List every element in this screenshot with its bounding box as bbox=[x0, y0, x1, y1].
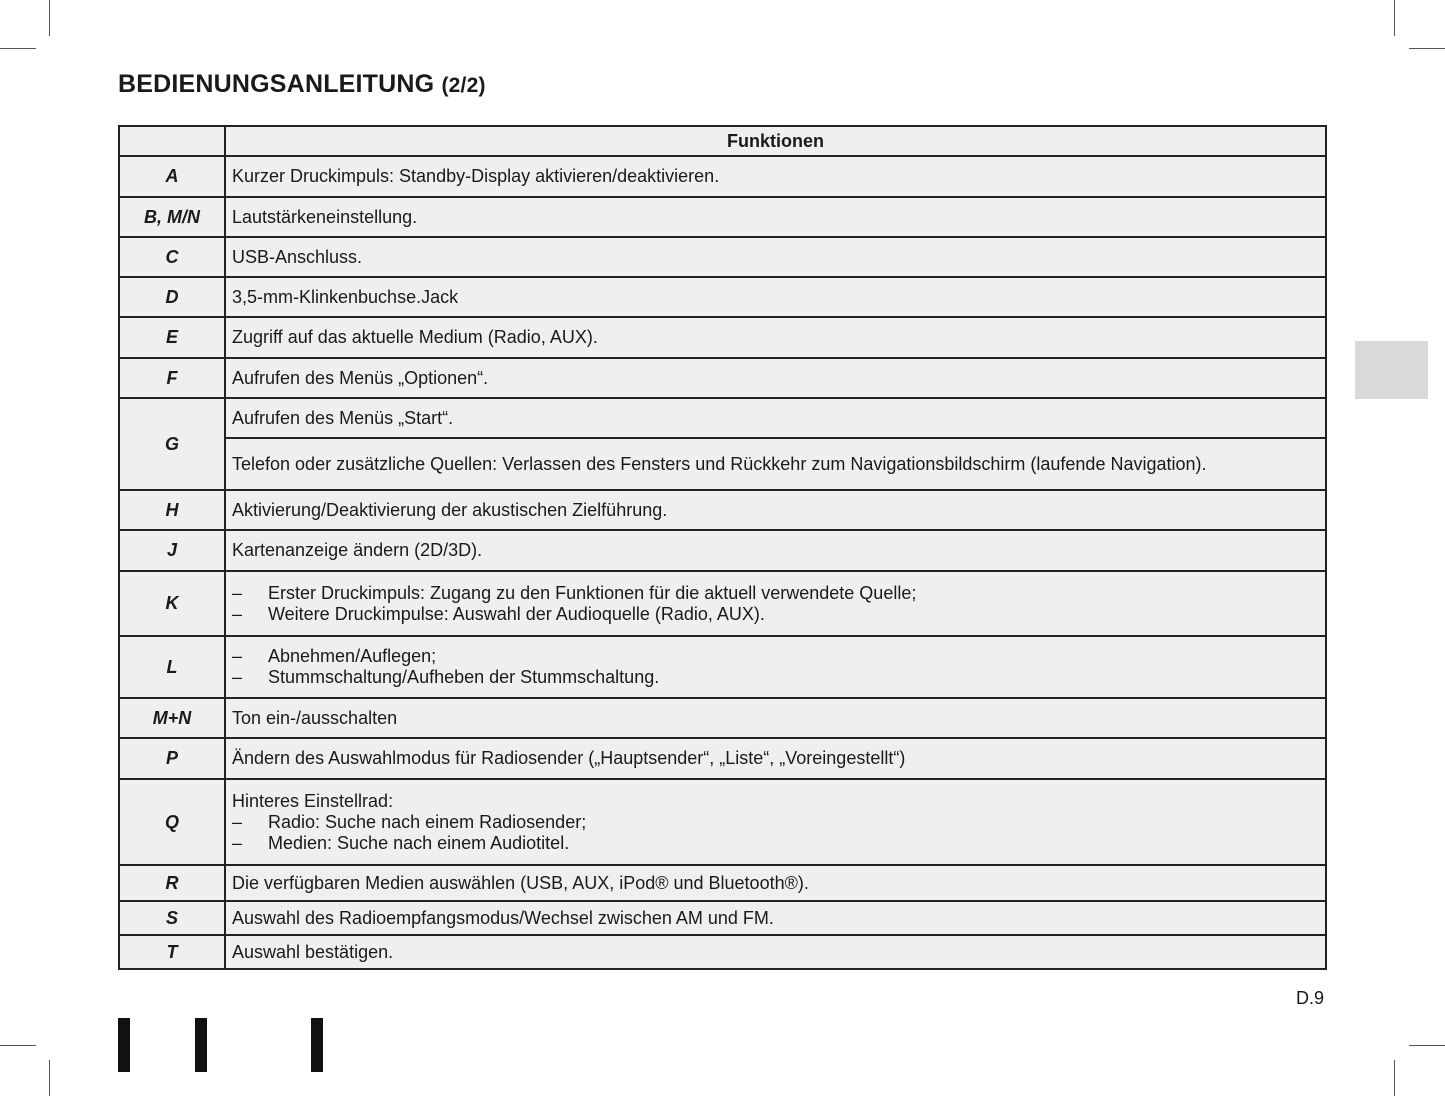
table-row bbox=[119, 237, 1326, 277]
row-description: Aufrufen des Menüs „Optionen“. bbox=[225, 358, 1326, 398]
row-key: C bbox=[119, 237, 225, 277]
crop-mark bbox=[49, 0, 50, 36]
print-register-bar bbox=[195, 1018, 207, 1072]
header-function-cell: Funktionen bbox=[225, 126, 1326, 156]
row-key: L bbox=[119, 636, 225, 698]
row-description: 3,5-mm-Klinkenbuchse.Jack bbox=[225, 277, 1326, 317]
bullet-item bbox=[232, 604, 1319, 625]
crop-mark bbox=[1409, 1045, 1445, 1046]
row-key: M+N bbox=[119, 698, 225, 738]
bullet-item bbox=[232, 667, 1319, 688]
row-key: T bbox=[119, 935, 225, 969]
row-key: Q bbox=[119, 779, 225, 865]
crop-mark bbox=[49, 1060, 50, 1096]
crop-mark bbox=[0, 48, 36, 49]
table-row bbox=[119, 571, 1326, 636]
crop-mark bbox=[1394, 1060, 1395, 1096]
crop-mark bbox=[0, 1045, 36, 1046]
section-tab-marker bbox=[1355, 341, 1428, 399]
row-description: Lautstärkeneinstellung. bbox=[225, 197, 1326, 237]
row-key: H bbox=[119, 490, 225, 530]
table-row bbox=[119, 738, 1326, 779]
functions-table bbox=[118, 125, 1327, 970]
table-header-row bbox=[119, 126, 1326, 156]
bullet-item bbox=[232, 646, 1319, 667]
table-row bbox=[119, 398, 1326, 438]
crop-mark bbox=[1394, 0, 1395, 36]
bullet-dash: – bbox=[232, 667, 243, 687]
print-register-bar bbox=[311, 1018, 323, 1072]
table-row bbox=[119, 865, 1326, 901]
row-description: Telefon oder zusätzliche Quellen: Verlassen des Fensters und Rückkehr zum Navigationsbildschirm (laufende Navigation). bbox=[225, 438, 1326, 490]
row-description: USB-Anschluss. bbox=[225, 237, 1326, 277]
table-row bbox=[119, 698, 1326, 738]
bullet-text: Erster Druckimpuls: Zugang zu den Funktionen für die aktuell verwendete Quelle; bbox=[268, 582, 917, 603]
row-description: Kartenanzeige ändern (2D/3D). bbox=[225, 530, 1326, 571]
page-number: D.9 bbox=[1296, 988, 1325, 1008]
row-key: P bbox=[119, 738, 225, 779]
row-description: Auswahl des Radioempfangsmodus/Wechsel zwischen AM und FM. bbox=[225, 901, 1326, 935]
row-description: Ändern des Auswahlmodus für Radiosender („Hauptsender“, „Liste“, „Voreingestellt“) bbox=[225, 738, 1326, 779]
bullet-dash: – bbox=[232, 646, 243, 666]
table-row bbox=[119, 438, 1326, 490]
table-row bbox=[119, 530, 1326, 571]
bullet-dash: – bbox=[232, 603, 243, 624]
table-row bbox=[119, 277, 1326, 317]
table-row bbox=[119, 901, 1326, 935]
row-key: S bbox=[119, 901, 225, 935]
row-key: K bbox=[119, 571, 225, 636]
row-key: G bbox=[119, 398, 225, 490]
row-description: Aufrufen des Menüs „Start“. bbox=[225, 398, 1326, 438]
bullet-dash: – bbox=[232, 582, 243, 603]
table-row bbox=[119, 197, 1326, 237]
row-key: D bbox=[119, 277, 225, 317]
page-title bbox=[118, 70, 486, 99]
row-description: Ton ein-/ausschalten bbox=[225, 698, 1326, 738]
table-row bbox=[119, 490, 1326, 530]
row-key: B, M/N bbox=[119, 197, 225, 237]
row-description: Die verfügbaren Medien auswählen (USB, AUX, iPod® und Bluetooth®). bbox=[225, 865, 1326, 901]
row-description: Zugriff auf das aktuelle Medium (Radio, AUX). bbox=[225, 317, 1326, 358]
row-description: Aktivierung/Deaktivierung der akustischen Zielführung. bbox=[225, 490, 1326, 530]
page-title-text: BEDIENUNGSANLEITUNG bbox=[118, 70, 435, 98]
bullet-text: Medien: Suche nach einem Audiotitel. bbox=[268, 832, 570, 853]
row-key: E bbox=[119, 317, 225, 358]
table-row bbox=[119, 358, 1326, 398]
header-key-cell bbox=[119, 126, 225, 156]
row-description bbox=[225, 571, 1326, 636]
page-subtitle: (2/2) bbox=[441, 74, 486, 97]
row-key: R bbox=[119, 865, 225, 901]
row-description: Auswahl bestätigen. bbox=[225, 935, 1326, 969]
bullet-item bbox=[232, 812, 1319, 833]
row-description: Kurzer Druckimpuls: Standby-Display aktivieren/deaktivieren. bbox=[225, 156, 1326, 197]
table-row bbox=[119, 779, 1326, 865]
row-key: J bbox=[119, 530, 225, 571]
bullet-item bbox=[232, 833, 1319, 854]
bullet-text: Radio: Suche nach einem Radiosender; bbox=[268, 811, 587, 832]
row-key: F bbox=[119, 358, 225, 398]
row-key: A bbox=[119, 156, 225, 197]
bullet-text: Stummschaltung/Aufheben der Stummschaltung. bbox=[268, 667, 660, 687]
table-row bbox=[119, 156, 1326, 197]
row-description bbox=[225, 779, 1326, 865]
bullet-dash: – bbox=[232, 832, 243, 853]
row-description bbox=[225, 636, 1326, 698]
bullet-item bbox=[232, 583, 1319, 604]
bullet-text: Abnehmen/Auflegen; bbox=[268, 646, 437, 666]
row-intro: Hinteres Einstellrad: bbox=[232, 790, 394, 811]
table-row bbox=[119, 935, 1326, 969]
crop-mark bbox=[1409, 48, 1445, 49]
table-row bbox=[119, 317, 1326, 358]
bullet-text: Weitere Druckimpulse: Auswahl der Audioquelle (Radio, AUX). bbox=[268, 603, 765, 624]
table-row bbox=[119, 636, 1326, 698]
bullet-dash: – bbox=[232, 811, 243, 832]
print-register-bar bbox=[118, 1018, 130, 1072]
